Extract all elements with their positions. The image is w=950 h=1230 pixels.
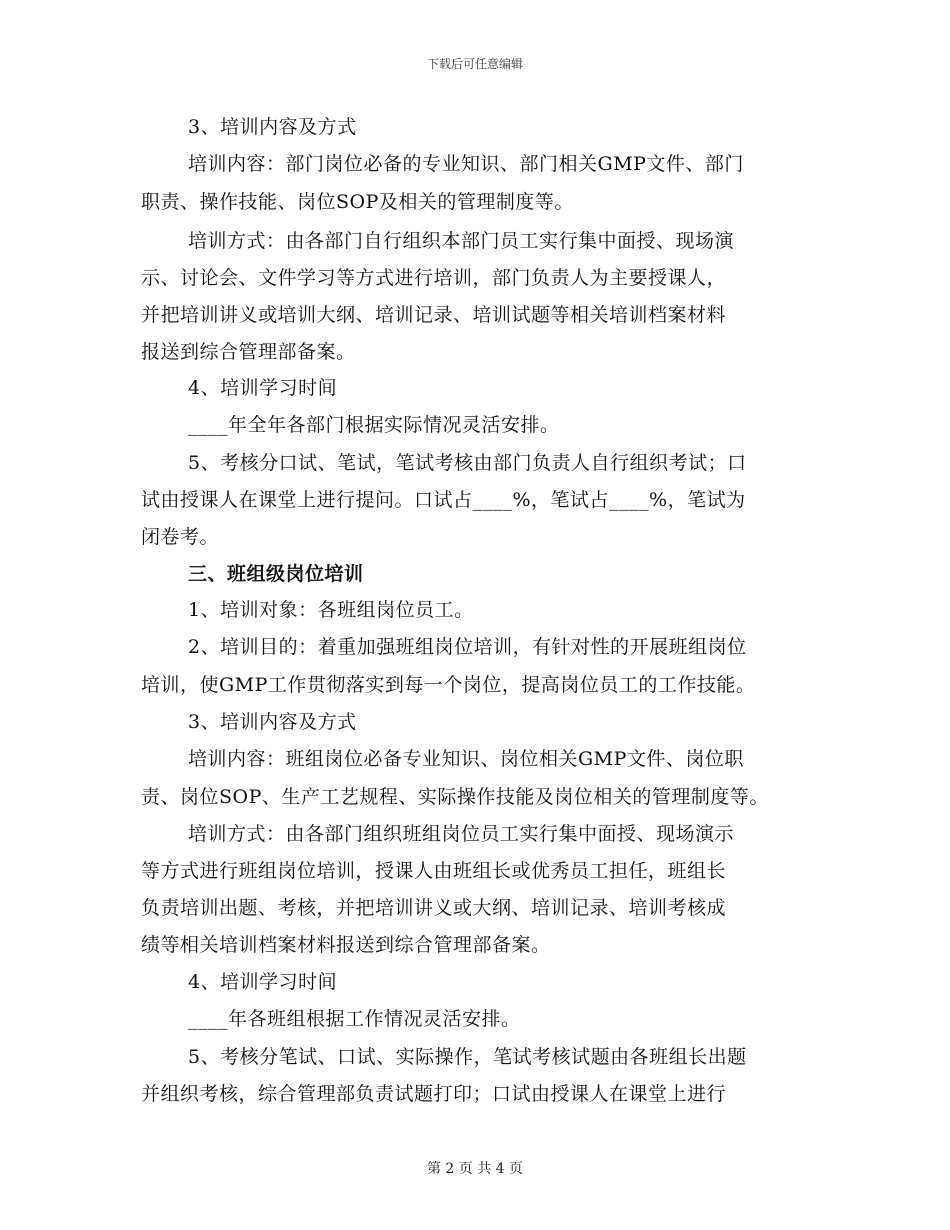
paragraph-line: 等方式进行班组岗位培训，授课人由班组长或优秀员工担任，班组长: [141, 860, 727, 882]
paragraph-line: 负责培训出题、考核，并把培训讲义或大纲、培训记录、培训考核成: [141, 897, 727, 919]
section-heading-training-time: 4、培训学习时间: [188, 971, 338, 993]
paragraph-line: ____年全年各部门根据实际情况灵活安排。: [188, 414, 560, 436]
paragraph-line: 培训内容：部门岗位必备的专业知识、部门相关GMP文件、部门: [188, 153, 744, 175]
paragraph-line: 1、培训对象：各班组岗位员工。: [188, 599, 474, 621]
section-heading-training-time: 4、培训学习时间: [188, 377, 338, 399]
section-heading-training-content: 3、培训内容及方式: [188, 116, 357, 138]
section-heading-training-content: 3、培训内容及方式: [188, 711, 357, 733]
paragraph-line: 绩等相关培训档案材料报送到综合管理部备案。: [141, 934, 551, 956]
page-number-footer: 第 2 页 共 4 页: [426, 1161, 524, 1177]
paragraph-line: 5、考核分笔试、口试、实际操作，笔试考核试题由各班组长出题: [188, 1046, 747, 1068]
paragraph-line: 培训，使GMP工作贯彻落实到每一个岗位，提高岗位员工的工作技能。: [141, 674, 756, 696]
paragraph-line: 并组织考核，综合管理部负责试题打印；口试由授课人在课堂上进行: [141, 1083, 727, 1105]
paragraph-line: 示、讨论会、文件学习等方式进行培训，部门负责人为主要授课人，: [141, 267, 727, 289]
paragraph-line: 试由授课人在课堂上进行提问。口试占____%，笔试占____%，笔试为: [141, 489, 746, 511]
paragraph-line: 报送到综合管理部备案。: [141, 341, 356, 363]
chapter-heading: 三、班组级岗位培训: [188, 563, 364, 585]
paragraph-line: 5、考核分口试、笔试，笔试考核由部门负责人自行组织考试；口: [188, 452, 747, 474]
paragraph-line: 职责、操作技能、岗位SOP及相关的管理制度等。: [141, 191, 574, 213]
paragraph-line: 培训方式：由各部门自行组织本部门员工实行集中面授、现场演: [188, 230, 735, 252]
page-header-note: 下载后可任意编辑: [426, 57, 523, 71]
paragraph-line: 培训方式：由各部门组织班组岗位员工实行集中面授、现场演示: [188, 823, 735, 845]
paragraph-line: 并把培训讲义或培训大纲、培训记录、培训试题等相关培训档案材料: [141, 304, 727, 326]
paragraph-line: 培训内容：班组岗位必备专业知识、岗位相关GMP文件、岗位职: [188, 748, 744, 770]
paragraph-line: ____年各班组根据工作情况灵活安排。: [188, 1008, 521, 1030]
paragraph-line: 闭卷考。: [141, 526, 220, 548]
paragraph-line: 2、培训目的：着重加强班组岗位培训，有针对性的开展班组岗位: [188, 636, 747, 658]
paragraph-line: 责、岗位SOP、生产工艺规程、实际操作技能及岗位相关的管理制度等。: [141, 786, 769, 808]
